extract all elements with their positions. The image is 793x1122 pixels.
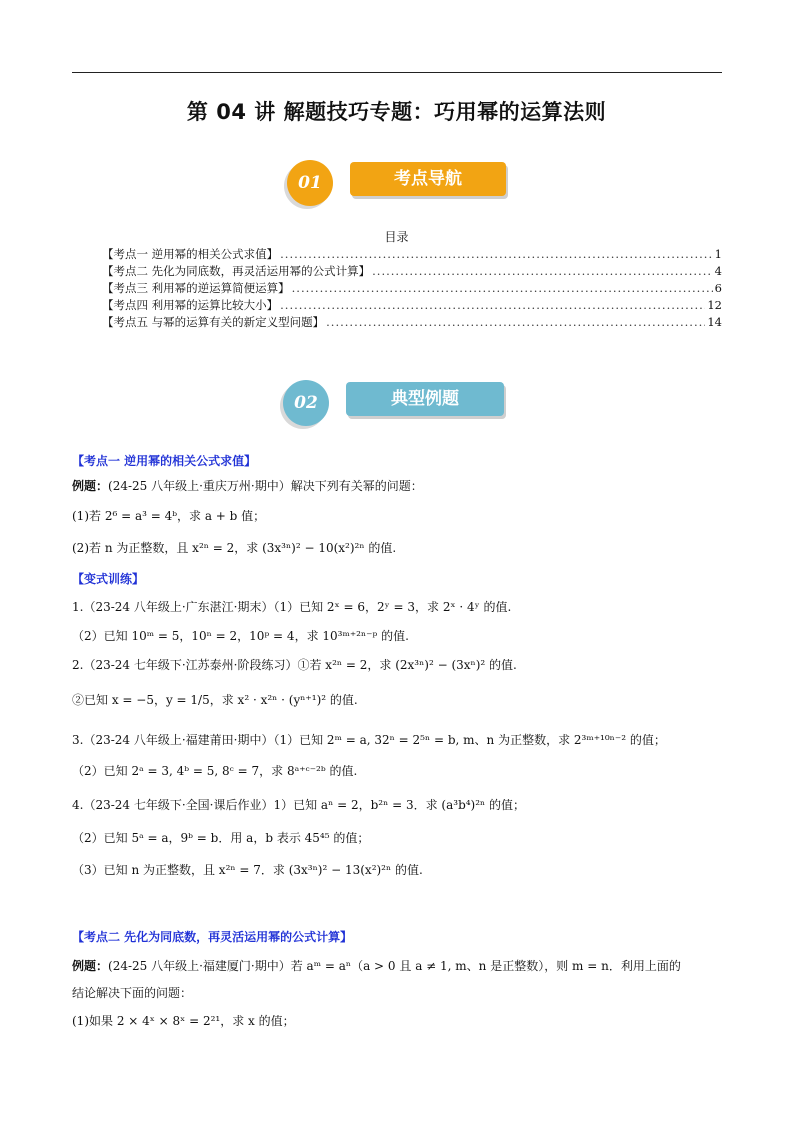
toc-item-page: 14: [707, 315, 722, 329]
banner-number: 01: [287, 160, 333, 206]
toc-leader-dots: [280, 247, 713, 261]
question-1: (1)若 2⁶ = a³ = 4ᵇ，求 a + b 值；: [72, 509, 266, 523]
example-label: 例题：: [72, 479, 109, 493]
toc-item[interactable]: [102, 263, 722, 280]
top-rule: [72, 72, 722, 73]
toc-item[interactable]: [102, 314, 722, 331]
question-2: (2)若 n 为正整数，且 x²ⁿ = 2，求 (3x³ⁿ)² − 10(x²)²ⁿ 的值.: [72, 541, 397, 555]
toc-item-text: 【考点四 利用幂的运算比较大小】: [102, 298, 279, 312]
banner-label: 考点导航: [350, 162, 506, 196]
banner-label: 典型例题: [346, 382, 504, 416]
toc-leader-dots: [292, 281, 713, 295]
banner-kaodian-daohang: [0, 156, 793, 212]
toc-item[interactable]: [102, 246, 722, 263]
training-heading: 【变式训练】: [72, 572, 145, 586]
banner-number: 02: [283, 380, 329, 426]
question-2-1: (1)如果 2 × 4ˣ × 8ˣ = 2²¹，求 x 的值；: [72, 1014, 295, 1028]
toc-leader-dots: [372, 264, 713, 278]
example-line-2-cont: 结论解决下面的问题：: [72, 986, 193, 1000]
example-text: (24-25 八年级上·福建厦门·期中）若 aᵐ = aⁿ（a > 0 且 a ≠ 1, m、n 是正整数），则 m = n．利用上面的: [108, 959, 681, 973]
problem-3a: 3.（23-24 八年级上·福建莆田·期中）（1）已知 2ᵐ = a, 32ⁿ = 2⁵ⁿ = b, m、n 为正整数，求 2³ᵐ⁺¹⁰ⁿ⁻² 的值；: [72, 733, 666, 747]
section-heading-2: 【考点二 先化为同底数，再灵活运用幂的公式计算】: [72, 930, 353, 944]
toc-item-page: 4: [714, 264, 722, 278]
example-text: (24-25 八年级上·重庆万州·期中）解决下列有关幂的问题：: [108, 479, 423, 493]
toc-title: 目录: [384, 230, 409, 244]
toc-item-page: 12: [707, 298, 722, 312]
toc-item[interactable]: [102, 297, 722, 314]
example-line: [72, 477, 423, 494]
toc-item-text: 【考点二 先化为同底数，再灵活运用幂的公式计算】: [102, 264, 371, 278]
toc-item-page: 1: [714, 247, 722, 261]
banner-dianxing-liti: [0, 378, 793, 434]
example-line-2: [72, 957, 681, 974]
page-title: 第 04 讲 解题技巧专题：巧用幂的运算法则: [186, 100, 607, 124]
toc-item[interactable]: [102, 280, 722, 297]
example-label: 例题：: [72, 959, 109, 973]
problem-4c: （3）已知 n 为正整数，且 x²ⁿ = 7．求 (3x³ⁿ)² − 13(x²)²ⁿ 的值.: [72, 863, 423, 877]
problem-4b: （2）已知 5ᵃ = a，9ᵇ = b．用 a，b 表示 45⁴⁵ 的值；: [72, 831, 370, 845]
toc-item-text: 【考点三 利用幂的逆运算简便运算】: [102, 281, 290, 295]
problem-3b: （2）已知 2ᵃ = 3, 4ᵇ = 5, 8ᶜ = 7，求 8ᵃ⁺ᶜ⁻²ᵇ 的值.: [72, 764, 358, 778]
toc-item-text: 【考点五 与幂的运算有关的新定义型问题】: [102, 315, 325, 329]
problem-4a: 4.（23-24 七年级下·全国·课后作业）1）已知 aⁿ = 2，b²ⁿ = 3．求 (a³b⁴)²ⁿ 的值；: [72, 798, 526, 812]
toc-item-text: 【考点一 逆用幂的相关公式求值】: [102, 247, 279, 261]
problem-1b: （2）已知 10ᵐ = 5，10ⁿ = 2，10ᵖ = 4，求 10³ᵐ⁺²ⁿ⁻ᵖ 的值.: [72, 629, 409, 643]
section-heading-1: 【考点一 逆用幂的相关公式求值】: [72, 454, 257, 468]
toc-item-page: 6: [714, 281, 722, 295]
problem-1a: 1.（23-24 八年级上·广东湛江·期末）（1）已知 2ˣ = 6，2ʸ = 3，求 2ˣ · 4ʸ 的值.: [72, 600, 512, 614]
problem-2a: 2.（23-24 七年级下·江苏泰州·阶段练习）①若 x²ⁿ = 2，求 (2x³ⁿ)² − (3xⁿ)² 的值.: [72, 658, 517, 672]
toc-leader-dots: [280, 298, 705, 312]
toc-leader-dots: [326, 315, 705, 329]
problem-2b: ②已知 x = −5，y = 1/5，求 x² · x²ⁿ · (yⁿ⁺¹)² 的值.: [72, 693, 358, 707]
table-of-contents: [102, 246, 722, 331]
